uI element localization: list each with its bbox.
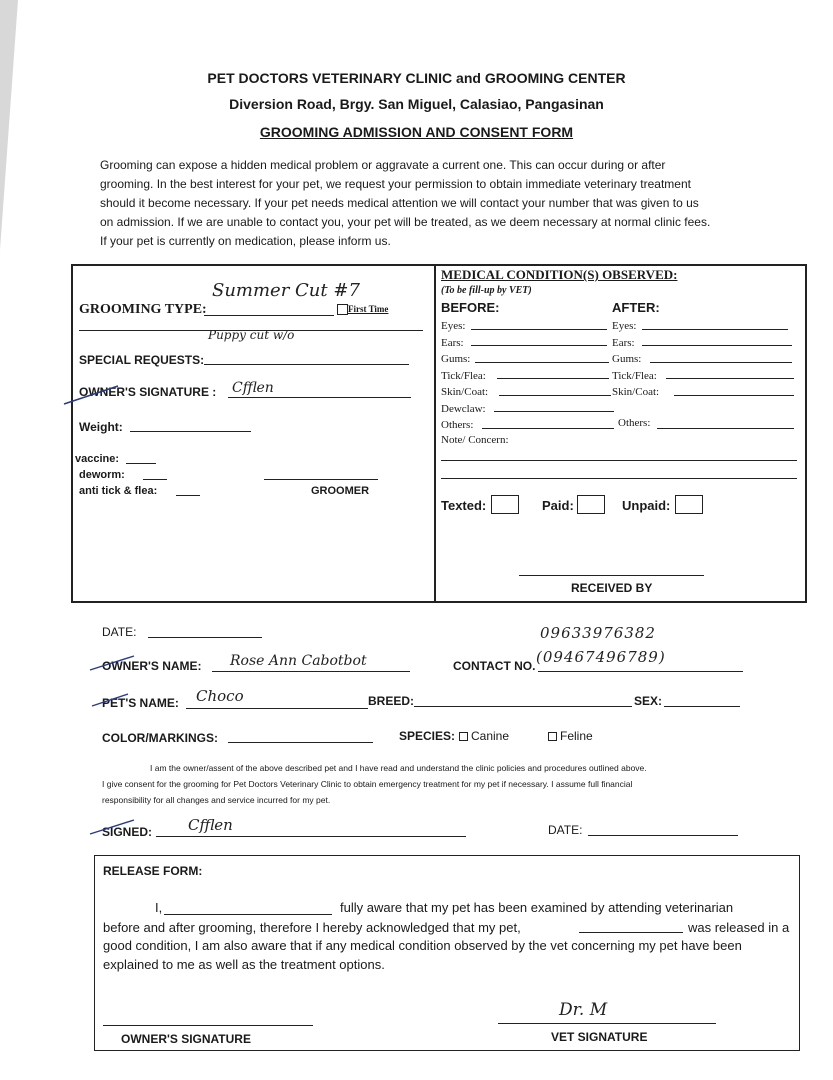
before-line [497,378,609,379]
release-box [94,855,800,1051]
after-line [657,428,794,429]
owner-name-mark-icon [88,652,138,674]
intro-line: Grooming can expose a hidden medical problem or aggravate a current one. This can occur during or after [100,158,666,172]
texted-checkbox[interactable] [491,495,519,514]
owner-name-value: Rose Ann Cabotbot [230,653,367,669]
before-item: Others: [441,419,474,431]
signed-value: Cfflen [188,816,233,834]
date-line [148,637,262,638]
release-text: explained to me as well as the treatment options. [103,957,385,972]
intro-line: on admission. If we are unable to contact you, your pet will be treated, as we deem necessary at normal clinic fees. [100,215,711,229]
before-line [471,329,607,330]
before-line [499,395,611,396]
contact-line [538,671,743,672]
vet-signature-line [498,1023,716,1024]
anti-tick-label: anti tick & flea: [79,485,158,497]
release-text: good condition, I am also aware that if any medical condition observed by the vet concerning my pet have been [103,938,742,953]
note-line [441,460,797,461]
vet-signature-value: Dr. M [559,1000,608,1020]
before-item: Eyes: [441,320,466,332]
canine-checkbox[interactable] [459,732,468,741]
first-time-checkbox[interactable] [337,304,348,315]
before-line [471,345,607,346]
grooming-type-line [204,315,334,316]
before-item: Ears: [441,336,464,349]
color-markings-line [228,742,373,743]
clinic-name: PET DOCTORS VETERINARY CLINIC and GROOMING CENTER [207,70,626,86]
feline-label: Feline [560,729,593,743]
received-by-label: RECEIVED BY [571,581,653,595]
after-line [674,395,794,396]
vaccine-label: vaccine: [75,453,120,465]
signed-label: SIGNED: [102,825,153,839]
column-divider [434,264,436,601]
deworm-line [143,479,167,480]
vet-signature-label: VET SIGNATURE [551,1030,648,1044]
texted-label: Texted: [441,498,487,513]
consent-line: I am the owner/assent of the above described pet and I have read and understand the clinic policies and procedures outlined above. [150,763,647,773]
before-line [494,411,614,412]
deworm-label: deworm: [79,469,125,481]
weight-line [130,431,251,432]
signed-line [156,836,466,837]
note-label: Note/ Concern: [441,434,509,446]
consent-line: responsibility for all changes and service incurred for my pet. [102,795,331,805]
before-item: Gums: [441,353,471,365]
color-markings-label: COLOR/MARKINGS: [102,731,218,745]
signature-mark-icon [62,382,122,408]
after-line [642,345,792,346]
breed-line [414,706,632,707]
sex-label: SEX: [634,694,663,708]
species-label: SPECIES: [399,729,456,743]
release-text: was released in a [688,920,790,935]
release-text: before and after grooming, therefore I hereby acknowledged that my pet, [103,920,521,935]
release-name-line [164,914,332,915]
feline-checkbox[interactable] [548,732,557,741]
grooming-type-value: Summer Cut #7 [212,280,360,301]
after-item: Tick/Flea: [612,369,657,382]
after-item: Others: [618,417,651,429]
before-item: Tick/Flea: [441,369,486,382]
intro-paragraph [100,156,750,251]
before-label: BEFORE: [441,300,500,315]
owner-name-line [212,671,410,672]
unpaid-checkbox[interactable] [675,495,703,514]
after-item: Gums: [612,353,642,365]
first-time-label: First Time [348,304,389,314]
after-item: Eyes: [612,320,637,332]
signed-mark-icon [88,816,138,838]
sex-line [664,706,740,707]
owner-signature-line [228,397,411,398]
note-line [441,478,797,479]
after-list [612,318,659,401]
after-label: AFTER: [612,300,660,315]
weight-label: Weight: [79,420,123,434]
owner-signature-line [103,1025,313,1026]
before-line [482,428,614,429]
contact-value-1: 09633976382 [540,624,656,642]
before-list [441,318,488,434]
contact-value-2: (09467496789) [536,648,666,666]
intro-line: If your pet is currently on medication, please inform us. [100,234,391,248]
received-by-line [519,575,704,576]
after-item: Skin/Coat: [612,386,660,398]
anti-tick-line [176,495,200,496]
date-label: DATE: [102,625,137,639]
after-line [666,378,794,379]
groomer-label: GROOMER [311,485,370,497]
consent-date-label: DATE: [548,823,583,837]
after-line [642,329,788,330]
grooming-type-label: GROOMING TYPE: [79,302,207,317]
consent-line: I give consent for the grooming for Pet Doctors Veterinary Clinic to obtain emergency treatment for my pet if necessary. I assume full financial [102,779,633,789]
owner-signature-label: OWNER'S SIGNATURE : [79,385,217,399]
clinic-address: Diversion Road, Brgy. San Miguel, Calasiao, Pangasinan [229,96,604,112]
breed-label: BREED: [368,694,415,708]
form-title: GROOMING ADMISSION AND CONSENT FORM [259,124,574,140]
paid-checkbox[interactable] [577,495,605,514]
grooming-type-extra: Puppy cut w/o [208,328,295,342]
before-line [475,362,609,363]
intro-line: should it become necessary. If your pet needs medical attention we will contact your number that was given to us [100,196,699,210]
paid-label: Paid: [542,498,574,513]
contact-label: CONTACT NO. [453,659,536,673]
before-item: Dewclaw: [441,402,486,415]
pet-name-line [186,708,368,709]
groomer-line [264,479,378,480]
owner-signature-value: Cfflen [232,380,274,396]
pet-name-label: PET'S NAME: [102,696,179,710]
release-owner-signature-label: OWNER'S SIGNATURE [121,1032,251,1046]
canine-label: Canine [471,729,510,743]
release-text: fully aware that my pet has been examined by attending veterinarian [340,900,734,915]
release-title: RELEASE FORM: [103,864,203,878]
release-pet-line [579,932,683,933]
pet-name-value: Choco [196,687,244,705]
vaccine-line [126,463,156,464]
owner-name-label: OWNER'S NAME: [102,659,202,673]
medical-title: MEDICAL CONDITION(S) OBSERVED: [441,267,678,282]
special-requests-label: SPECIAL REQUESTS: [79,353,205,367]
release-i: I, [155,900,163,915]
special-requests-line [204,364,409,365]
after-item: Ears: [612,336,635,349]
consent-date-line [588,835,738,836]
medical-subtitle: (To be fill-up by VET) [441,285,532,296]
unpaid-label: Unpaid: [622,498,671,513]
after-line [650,362,792,363]
pet-name-mark-icon [90,690,132,710]
intro-line: grooming. In the best interest for your pet, we request your permission to obtain immediate veterinary treatment [100,177,691,191]
before-item: Skin/Coat: [441,386,489,398]
